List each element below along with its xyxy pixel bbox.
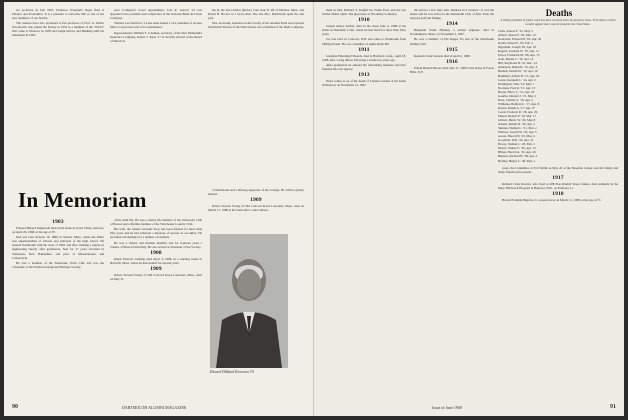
list-item: Kenerson, Edward H. '03, Apr. 26	[498, 37, 542, 42]
page-number: 91	[610, 404, 616, 410]
class-year-heading: 1910	[358, 17, 370, 24]
list-item: Keller, Ernest E. '05, Feb. 2	[498, 41, 534, 46]
paragraph: Joe was born in Concord, N.H. and came to Dartmouth from Phillips Exeter. He was a member of Alpha Delta Phi.	[322, 37, 406, 46]
class-year-heading: 1908	[150, 249, 162, 256]
paragraph: He was a member of Phi Kappa Psi and of the Dartmouth Outing Club.	[410, 37, 494, 46]
list-item: Anderson, Ralph R. '12, Apr. 4	[498, 65, 538, 70]
paragraph: Harold Franklin Bigelow, Jr., passed away on March 11, 1968, at the age of 71.	[502, 198, 602, 203]
list-item: Hammett, Arthur H. '13, Apr. 26	[498, 73, 540, 78]
left-page	[4, 2, 314, 416]
page-number: 90	[12, 404, 18, 410]
paragraph: ance Company's board appointment. Joel R. Alvord '14 was appointed vice president and comptroller of the National Bank and Trust Company.	[110, 8, 202, 21]
list-item: Bennett, Richard B. '38, Apr. 2	[498, 154, 538, 159]
publication-name: DARTMOUTH ALUMNI MAGAZINE	[122, 405, 187, 410]
text-column-1	[322, 8, 406, 400]
right-page	[314, 2, 624, 416]
text-column-1-bottom	[12, 218, 104, 398]
list-item: Burnell, Donald E. '12, Apr. 10	[498, 69, 538, 74]
list-item: Morris, Walter E. '30, Apr. 13	[498, 146, 536, 151]
paragraph: Robert Stewart Prouty of Old Concord Road, Lancaster, Mass., died on March 17, 1968 at his home after a short illness.	[208, 204, 304, 213]
list-item: Norman, Fred R. '15, Apr. 13	[498, 85, 536, 90]
list-item: Gale, Daniel C. '10, Apr. 12	[498, 57, 534, 62]
list-item: Rogers, Leonard W. '07, Apr. 11	[498, 49, 539, 54]
list-item: Skinner, Nathan C. '21, Mar. 2	[498, 126, 537, 131]
paragraph: Ralph Prescott Cushing died April 3, 1968, in a nursing home in Harwich, Mass. where he had resided for several years.	[110, 256, 202, 265]
text-column-1-top	[12, 8, 104, 184]
text-column-3-top	[208, 8, 304, 184]
paragraph: his by the late Charles (Ryder), born June 8, '28 of Windsor, Mass. and David B. Brown as I wrote him. The late Mrs. Dartmouth spent the last year.	[208, 8, 304, 21]
class-year-heading: 1917	[552, 175, 564, 182]
photo-caption: Edward Hibbard Kenerson '03	[210, 370, 255, 374]
paragraph: Kenneth Clark Stevens died in April 2, 1968.	[414, 53, 471, 58]
portrait-image	[210, 234, 288, 368]
text-column-3	[498, 166, 618, 398]
paragraph: Edwin Burnell Moore died June 11, 1968 at his home in Forest Hills, N.Y.	[410, 65, 494, 74]
paragraph: Joseph Amory Kelsey died in his sleep June 4, 1968 at his home in Deerfield, Conn. where he had lived for more than forty years.	[322, 24, 406, 37]
text-column-2-top	[110, 8, 202, 184]
list-item: Ross, Charles S. '16, Apr. 2	[498, 97, 533, 102]
paragraph: Benjamin Yorke Elliman, a retired engineer, died in Northampton, Mass. on November 2, 1967.	[410, 28, 494, 37]
list-item: Clark, Ernest E. '01, May 2	[498, 29, 533, 33]
class-year-heading: 1911	[358, 46, 370, 53]
paragraph: Mrs. Kovarsky attended on the faculty of the Alumni Fund and reported that Robert Bowen of the Delta Union was a member of the Shell Company.	[208, 21, 304, 30]
paragraph: years, the Committee at Fort Smith on May 26 of the Newman Center, and his family and many friends were present.	[498, 166, 618, 175]
class-year-heading: 1903	[52, 219, 64, 225]
issue-date: Issue of June 1968	[432, 405, 462, 410]
list-item: Lewis, Frederic R. '18, Apr. 26	[498, 109, 538, 114]
list-item: Harris, Harry C. '15, Apr. 22	[498, 89, 535, 94]
paragraph: After graduation he entered the advertising business and later founded his own agency.	[322, 62, 406, 71]
class-year-heading: 1918	[552, 191, 564, 198]
paragraph: of Dartmouth and a lifelong supporter of the College. He will be greatly missed.	[208, 188, 304, 197]
list-item: Goodrich, Wm. '24, Apr. 12	[498, 138, 534, 143]
paragraph: Jonathan Etheridge Edwards, died at Hartford, Conn., April 18, 1968, after a long illness following a stroke two years ago.	[322, 53, 406, 62]
class-year-heading: 1916	[446, 58, 458, 65]
portrait-photo	[210, 234, 288, 368]
list-item: Ingraham, Joseph '05, Apr. 25	[498, 45, 537, 50]
paragraph: He was a member of the Nanticoke Yacht Club and was the cofounder of the Northwest Regional Heritage Society.	[12, 260, 104, 269]
section-title: In Memoriam	[18, 188, 147, 212]
list-item: Gilbert, Henry W. '20, May 8	[498, 118, 536, 123]
list-item: Williams, Bedford C. '17, Apr. 8	[498, 101, 540, 106]
paragraph: Robert Stewart Prouty of Old Concord Road, Lancaster, Mass., died on May 31.	[110, 272, 202, 281]
text-column-3-mid	[208, 188, 304, 232]
deaths-list	[498, 29, 618, 163]
deaths-heading: Deaths	[545, 8, 573, 18]
paragraph: Thomas Lee Dartforce '14 has been named a vice president of Grouse Motor Corporation and of its subsidiaries.	[110, 21, 202, 30]
paragraph: The trustees have also promoted to full professor of Prof. O. Walter Woodworth who joined the faculty in 1952 as a member of the "World" first came to Hanover in 1958 and taught history and Banking until his retirement in 1963.	[12, 21, 104, 38]
class-year-heading: 1915	[446, 46, 458, 53]
list-item: Darlington, Wm. '14, Mar. 7	[498, 81, 535, 86]
list-item: Keator, Ralph A. '17, Apr. 27	[498, 105, 536, 110]
paragraph: are professor in July 1967, Professor Wiegand's major field is Finance and Economics. It is a pleasure to welcome him as one of the new members of our faculty.	[12, 8, 104, 21]
paragraph: ment in Mrs. Richard S. Knight' he, Frank Ford, and the late former Walter Quill. The guest here at Woodbury Cemetery.	[322, 8, 406, 17]
paragraph: Representative William T. Coleman, secretary of the New Hampshire Insurance Company, Robert J. Sipes '17 is recently elected of the Board of Directors.	[110, 30, 202, 43]
list-item: Gourlie, Donald J. '15, May 2	[498, 93, 536, 98]
list-item: Mason, Robert P. '19, Mar. 17	[498, 113, 537, 118]
list-item: Hillen, Harold A. '32, Apr. 26	[498, 150, 536, 155]
paragraph: He was a charter and lifetime member and for fourteen years a Trustee of Boston University. He also served as Treasurer of the Society.	[110, 240, 202, 249]
list-item: Porter, Frederick M. '08, Apr. 15	[498, 53, 540, 58]
paragraph: Word comes to us of the death of Charles Gordon at his home in Hanover on November 14, 1967.	[322, 79, 406, 88]
text-column-2-bottom	[110, 218, 202, 398]
class-year-heading: 1909	[250, 197, 262, 204]
list-item: Hartley, Henry C. '40, May 1	[498, 158, 536, 163]
list-item: Aaron, Harold N. '23, May 4	[498, 134, 535, 139]
list-item: Abbott, Ernest F. '02, Mar. 12	[498, 33, 536, 38]
list-item: Adams, Robert R. '20, Apr. 2	[498, 122, 535, 127]
list-item: Hovey, Nathan L. '28, Mar. 1	[498, 142, 536, 147]
paragraph: the service a few days later. Maurice D. Lawrence '11 was the leader and he was active in the Dartmouth Club of New York. He enjoyed golf and fishing.	[410, 8, 494, 21]
class-year-heading: 1914	[446, 21, 458, 28]
class-year-heading: 1913	[358, 71, 370, 78]
paragraph: Edward Hebard Kingstrom died in his home in Grass Valley, Arizona, on April 26, 1968, at the age of 87.	[12, 226, 104, 235]
text-column-2	[410, 8, 494, 400]
class-year-heading: 1909	[150, 265, 162, 272]
page-footer	[610, 404, 616, 410]
paragraph: Ned was born October 19, 1880, in Vernon, Mass., where his father was superintendent of schools and principal of the high school. He entered Dartmouth with the class of 1903, and after winning a degree in engineering shortly after graduation, Ned for 17 years travelled in Venezuela, New Hampshire, and parts of Massachusetts and Connecticut.	[12, 235, 104, 260]
list-item: Wallace, Gerald W. '22, Apr. 5	[498, 130, 537, 135]
deaths-intro: A listing of deaths of which word has been received since the previous issue. Full notices, which usually appear later, may be found in the Class Notes.	[500, 18, 616, 26]
paragraph: Richard Clark Rawles, who lived at 408 East Rindall Street, Kaiser, died suddenly in the Mary Hitchcock Hospital in Hanover, N.H., on February 11.	[498, 182, 618, 191]
list-item: Hill, Raymond B. '10, Dec. 14	[498, 61, 537, 66]
magazine-spread	[4, 2, 624, 416]
page-footer	[12, 404, 18, 410]
list-item: Lewis, Kenneth C. '14, Apr. 2	[498, 77, 536, 82]
paragraph: His wife, the former Gertrude Troy, has been married for more than fifty years and he had achieved a measure of success as an author. He provided scholarships for a number of students.	[110, 227, 202, 240]
paragraph: of his adult life. He was a charter life member of the University Club of Boston and a lifetime member of the Winchester Country Club.	[110, 218, 202, 227]
